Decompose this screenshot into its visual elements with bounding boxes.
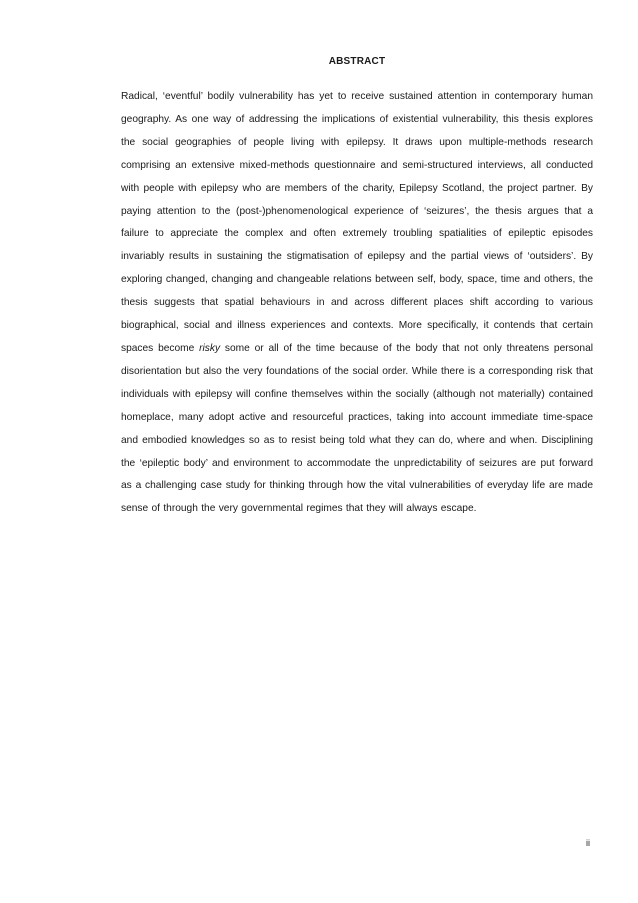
page-number: ii — [586, 838, 590, 848]
abstract-text-part-1: Radical, ‘eventful’ bodily vulnerability has yet to receive sustained attention in contemporary human geography. As one way of addressing the implications of existential vulnerability, this thesis explores the social geographies of people living with epilepsy. It draws upon multiple-methods research comprising an extensive mixed-methods questionnaire and semi-structured interviews, all conducted with people with epilepsy who are members of the charity, Epilepsy Scotland, the project partner. By paying attention to the (post-)phenomenological experience of ‘seizures’, the thesis argues that a failure to appreciate the complex and often extremely troubling spatialities of epileptic episodes invariably results in sustaining the stigmatisation of epilepsy and the partial views of ‘outsiders’. By exploring changed, changing and changeable relations between self, body, space, time and others, the thesis suggests that spatial behaviours in and across different places shift according to various biographical, social and illness experiences and contexts. More specifically, it contends that certain spaces become — [121, 91, 593, 354]
abstract-emphasis-risky: risky — [199, 342, 221, 354]
abstract-heading: ABSTRACT — [328, 56, 386, 67]
abstract-paragraph — [121, 86, 593, 521]
abstract-text-part-2: some or all of the time because of the body that not only threatens personal disorientation but also the very foundations of the social order. While there is a corresponding risk that individuals with epilepsy will confine themselves within the socially (although not materially) contained homeplace, many adopt active and resourceful practices, taking into account immediate time-space and embodied knowledges so as to resist being told what they can do, where and when. Disciplining the ‘epileptic body’ and environment to accommodate the unpredictability of seizures are put forward as a challenging case study for thinking through how the vital vulnerabilities of everyday life are made sense of through the very governmental regimes that they will always escape. — [121, 342, 594, 515]
